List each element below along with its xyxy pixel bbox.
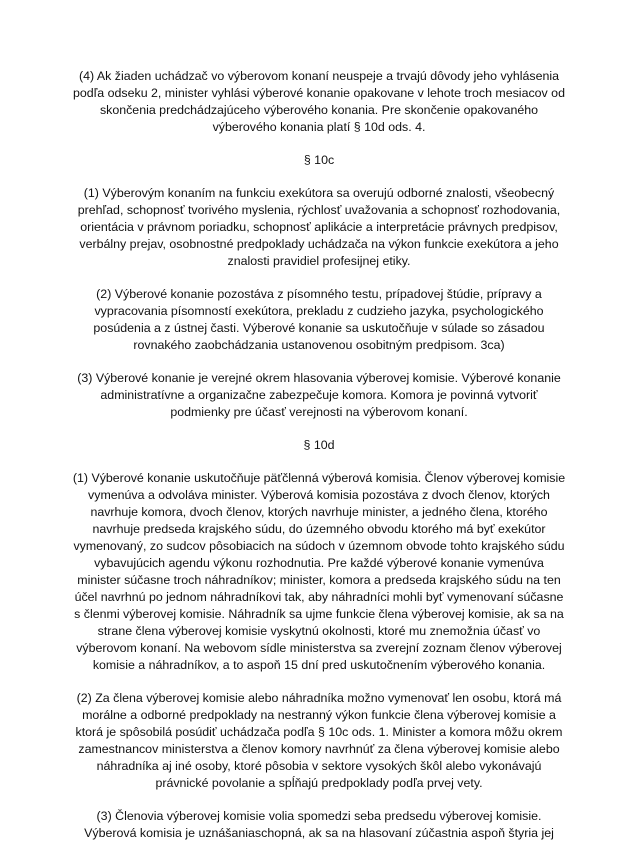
section-heading-10d: § 10d bbox=[303, 438, 335, 452]
paragraph-10d-2: (2) Za člena výberovej komisie alebo náhradníka možno vymenovať len osobu, ktorá má morálne a odborné predpoklady na nestranný výkon funkcie člena výberovej komisie a ktorá je spôsobilá posúdiť uchádzača podľa § 10c ods. 1. Minister a komora môžu okrem zamestnancov ministerstva a členov komory navrhnúť za člena výberovej komisie alebo náhradníka aj iné osoby, ktoré pôsobia v sektore vysokých škôl alebo vykonávajú právnické povolanie a spĺňajú predpoklady podľa prvej vety. bbox=[75, 691, 563, 790]
paragraph-10b-4: (4) Ak žiaden uchádzač vo výberovom konaní neuspeje a trvajú dôvody jeho vyhlásenia podľa odseku 2, minister vyhlási výberové konanie opakovane v lehote troch mesiacov od skončenia predchádzajúceho výberového konania. Pre skončenie opakovaného výberového konania platí § 10d ods. 4. bbox=[73, 69, 565, 134]
paragraph-10c-2: (2) Výberové konanie pozostáva z písomného testu, prípadovej štúdie, prípravy a vypracovania písomností exekútora, prekladu z cudzieho jazyka, psychologického posúdenia a z ústnej časti. Výberové konanie sa uskutočňuje v súlade so zásadou rovnakého zaobchádzania ustanovenou osobitným predpisom. 3ca) bbox=[93, 287, 545, 352]
paragraph-10d-3: (3) Členovia výberovej komisie volia spomedzi seba predsedu výberovej komisie. Výberová komisia je uznášaniaschopná, ak sa na hlasovaní zúčastnia aspoň štyria jej bbox=[84, 809, 554, 840]
section-heading-10c: § 10c bbox=[303, 153, 335, 167]
paragraph-10d-1: (1) Výberové konanie uskutočňuje päťčlenná výberová komisia. Členov výberovej komisie vymenúva a odvoláva minister. Výberová komisia pozostáva z dvoch členov, ktorých navrhuje komora, dvoch členov, ktorých navrhuje minister, a jedného člena, ktorého navrhuje predseda krajského súdu, do územného obvodu ktorého má byť exekútor vymenovaný, zo sudcov pôsobiacich na súdoch v územnom obvode tohto krajského súdu vybavujúcich agendu výkonu rozhodnutia. Pre každé výberové konanie vymenúva minister súčasne troch náhradníkov; minister, komora a predseda krajského súdu na ten účel navrhnú po jednom náhradníkovi tak, aby náhradníci mohli byť vymenovaní súčasne s členmi výberovej komisie. Náhradník sa ujme funkcie člena výberovej komisie, ak sa na strane člena výberovej komisie vyskytnú okolnosti, ktoré mu znemožnia účasť vo výberovom konaní. Na webovom sídle ministerstva sa zverejní zoznam členov výberovej komisie a náhradníkov, a to aspoň 15 dní pred uskutočnením výberového konania. bbox=[72, 471, 566, 672]
document-page bbox=[72, 68, 566, 858]
paragraph-10c-3: (3) Výberové konanie je verejné okrem hlasovania výberovej komisie. Výberové konanie administratívne a organizačne zabezpečuje komora. Komora je povinná vytvoriť podmienky pre účasť verejnosti na výberovom konaní. bbox=[77, 371, 561, 419]
paragraph-10c-1: (1) Výberovým konaním na funkciu exekútora sa overujú odborné znalosti, všeobecný prehľad, schopnosť tvorivého myslenia, rýchlosť uvažovania a schopnosť rozhodovania, orientácia v právnom poriadku, schopnosť aplikácie a interpretácie právnych predpisov, verbálny prejav, osobnostné predpoklady uchádzača na výkon funkcie exekútora a jeho znalosti pravidiel profesijnej etiky. bbox=[77, 186, 561, 268]
